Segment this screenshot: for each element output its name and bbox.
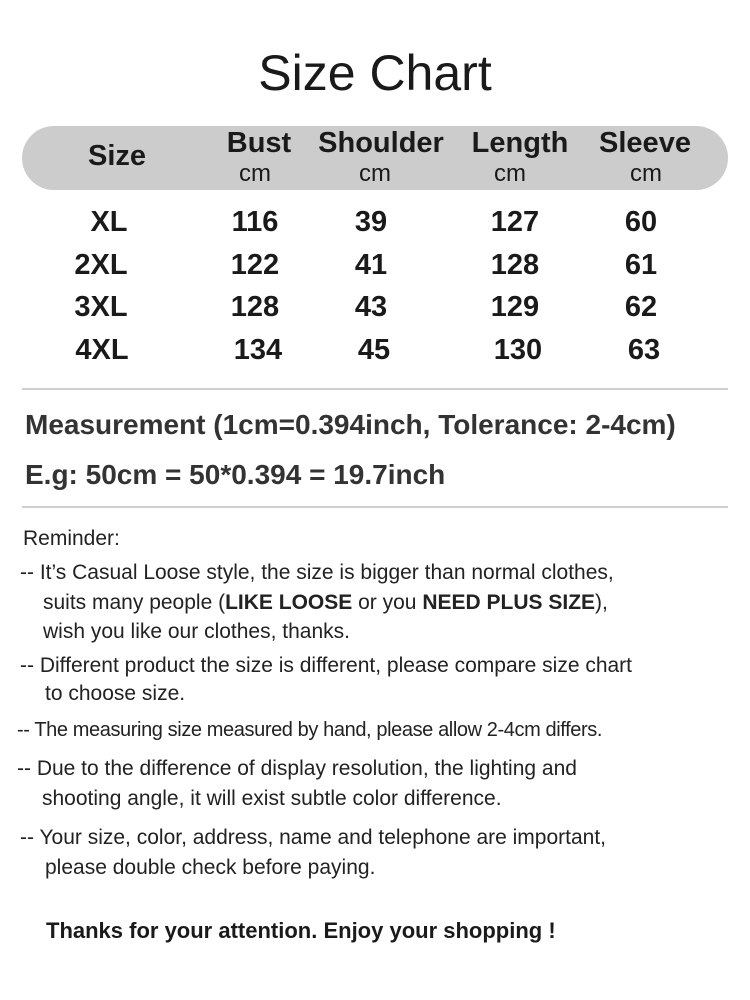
cell-size-2xl: 2XL (74, 249, 128, 281)
reminder-item-2-line-2: to choose size. (45, 682, 186, 705)
cell-bust-xl: 116 (231, 206, 279, 238)
reminder-item-1-line-3: wish you like our clothes, thanks. (43, 620, 350, 643)
column-unit-length: cm (494, 160, 526, 187)
reminder-item-4-line-2: shooting angle, it will exist subtle color difference. (42, 787, 502, 810)
reminder-item-4-line-1: -- Due to the difference of display resolution, the lighting and (17, 757, 577, 780)
cell-shoulder-4xl: 45 (357, 334, 391, 366)
cell-length-2xl: 128 (490, 249, 540, 281)
cell-length-3xl: 129 (490, 291, 540, 323)
cell-length-xl: 127 (490, 206, 540, 238)
emphasis-like-loose: LIKE LOOSE (225, 591, 353, 614)
cell-shoulder-3xl: 43 (354, 291, 388, 323)
reminder-item-3: -- The measuring size measured by hand, please allow 2-4cm differs. (17, 719, 602, 741)
reminder-item-1-line-2: suits many people (LIKE LOOSE or you NEED PLUS SIZE), (43, 591, 608, 614)
column-header-shoulder: Shoulder (318, 127, 444, 159)
reminder-item-5-line-1: -- Your size, color, address, name and telephone are important, (20, 826, 607, 849)
reminder-item-2-line-1: -- Different product the size is different, please compare size chart (20, 654, 633, 677)
emphasis-need-plus-size: NEED PLUS SIZE (422, 591, 596, 614)
cell-sleeve-4xl: 63 (627, 334, 661, 366)
column-unit-shoulder: cm (359, 160, 391, 187)
column-header-bust: Bust (226, 127, 292, 159)
divider-top (22, 388, 728, 390)
cell-sleeve-2xl: 61 (624, 249, 658, 281)
column-header-length: Length (471, 127, 569, 159)
reminder-item-1-line-1: -- It’s Casual Loose style, the size is bigger than normal clothes, (20, 561, 614, 584)
column-header-size: Size (87, 140, 147, 172)
cell-bust-2xl: 122 (230, 249, 280, 281)
cell-size-3xl: 3XL (74, 291, 128, 323)
reminder-heading: Reminder: (23, 527, 120, 550)
page-title: Size Chart (258, 45, 492, 101)
column-unit-bust: cm (239, 160, 271, 187)
thanks-message: Thanks for your attention. Enjoy your shopping ! (46, 918, 556, 943)
reminder-item-5-line-2: please double check before paying. (45, 856, 376, 879)
cell-shoulder-2xl: 41 (354, 249, 388, 281)
measurement-note: Measurement (1cm=0.394inch, Tolerance: 2-4cm) (25, 409, 676, 440)
cell-size-xl: XL (90, 206, 128, 238)
cell-sleeve-xl: 60 (624, 206, 658, 238)
cell-length-4xl: 130 (493, 334, 543, 366)
column-header-sleeve: Sleeve (599, 127, 691, 159)
cell-sleeve-3xl: 62 (624, 291, 658, 323)
column-unit-sleeve: cm (630, 160, 662, 187)
cell-size-4xl: 4XL (75, 334, 129, 366)
cell-bust-3xl: 128 (230, 291, 280, 323)
cell-shoulder-xl: 39 (354, 206, 388, 238)
divider-bottom (22, 506, 728, 508)
measurement-example: E.g: 50cm = 50*0.394 = 19.7inch (25, 459, 446, 490)
cell-bust-4xl: 134 (233, 334, 283, 366)
